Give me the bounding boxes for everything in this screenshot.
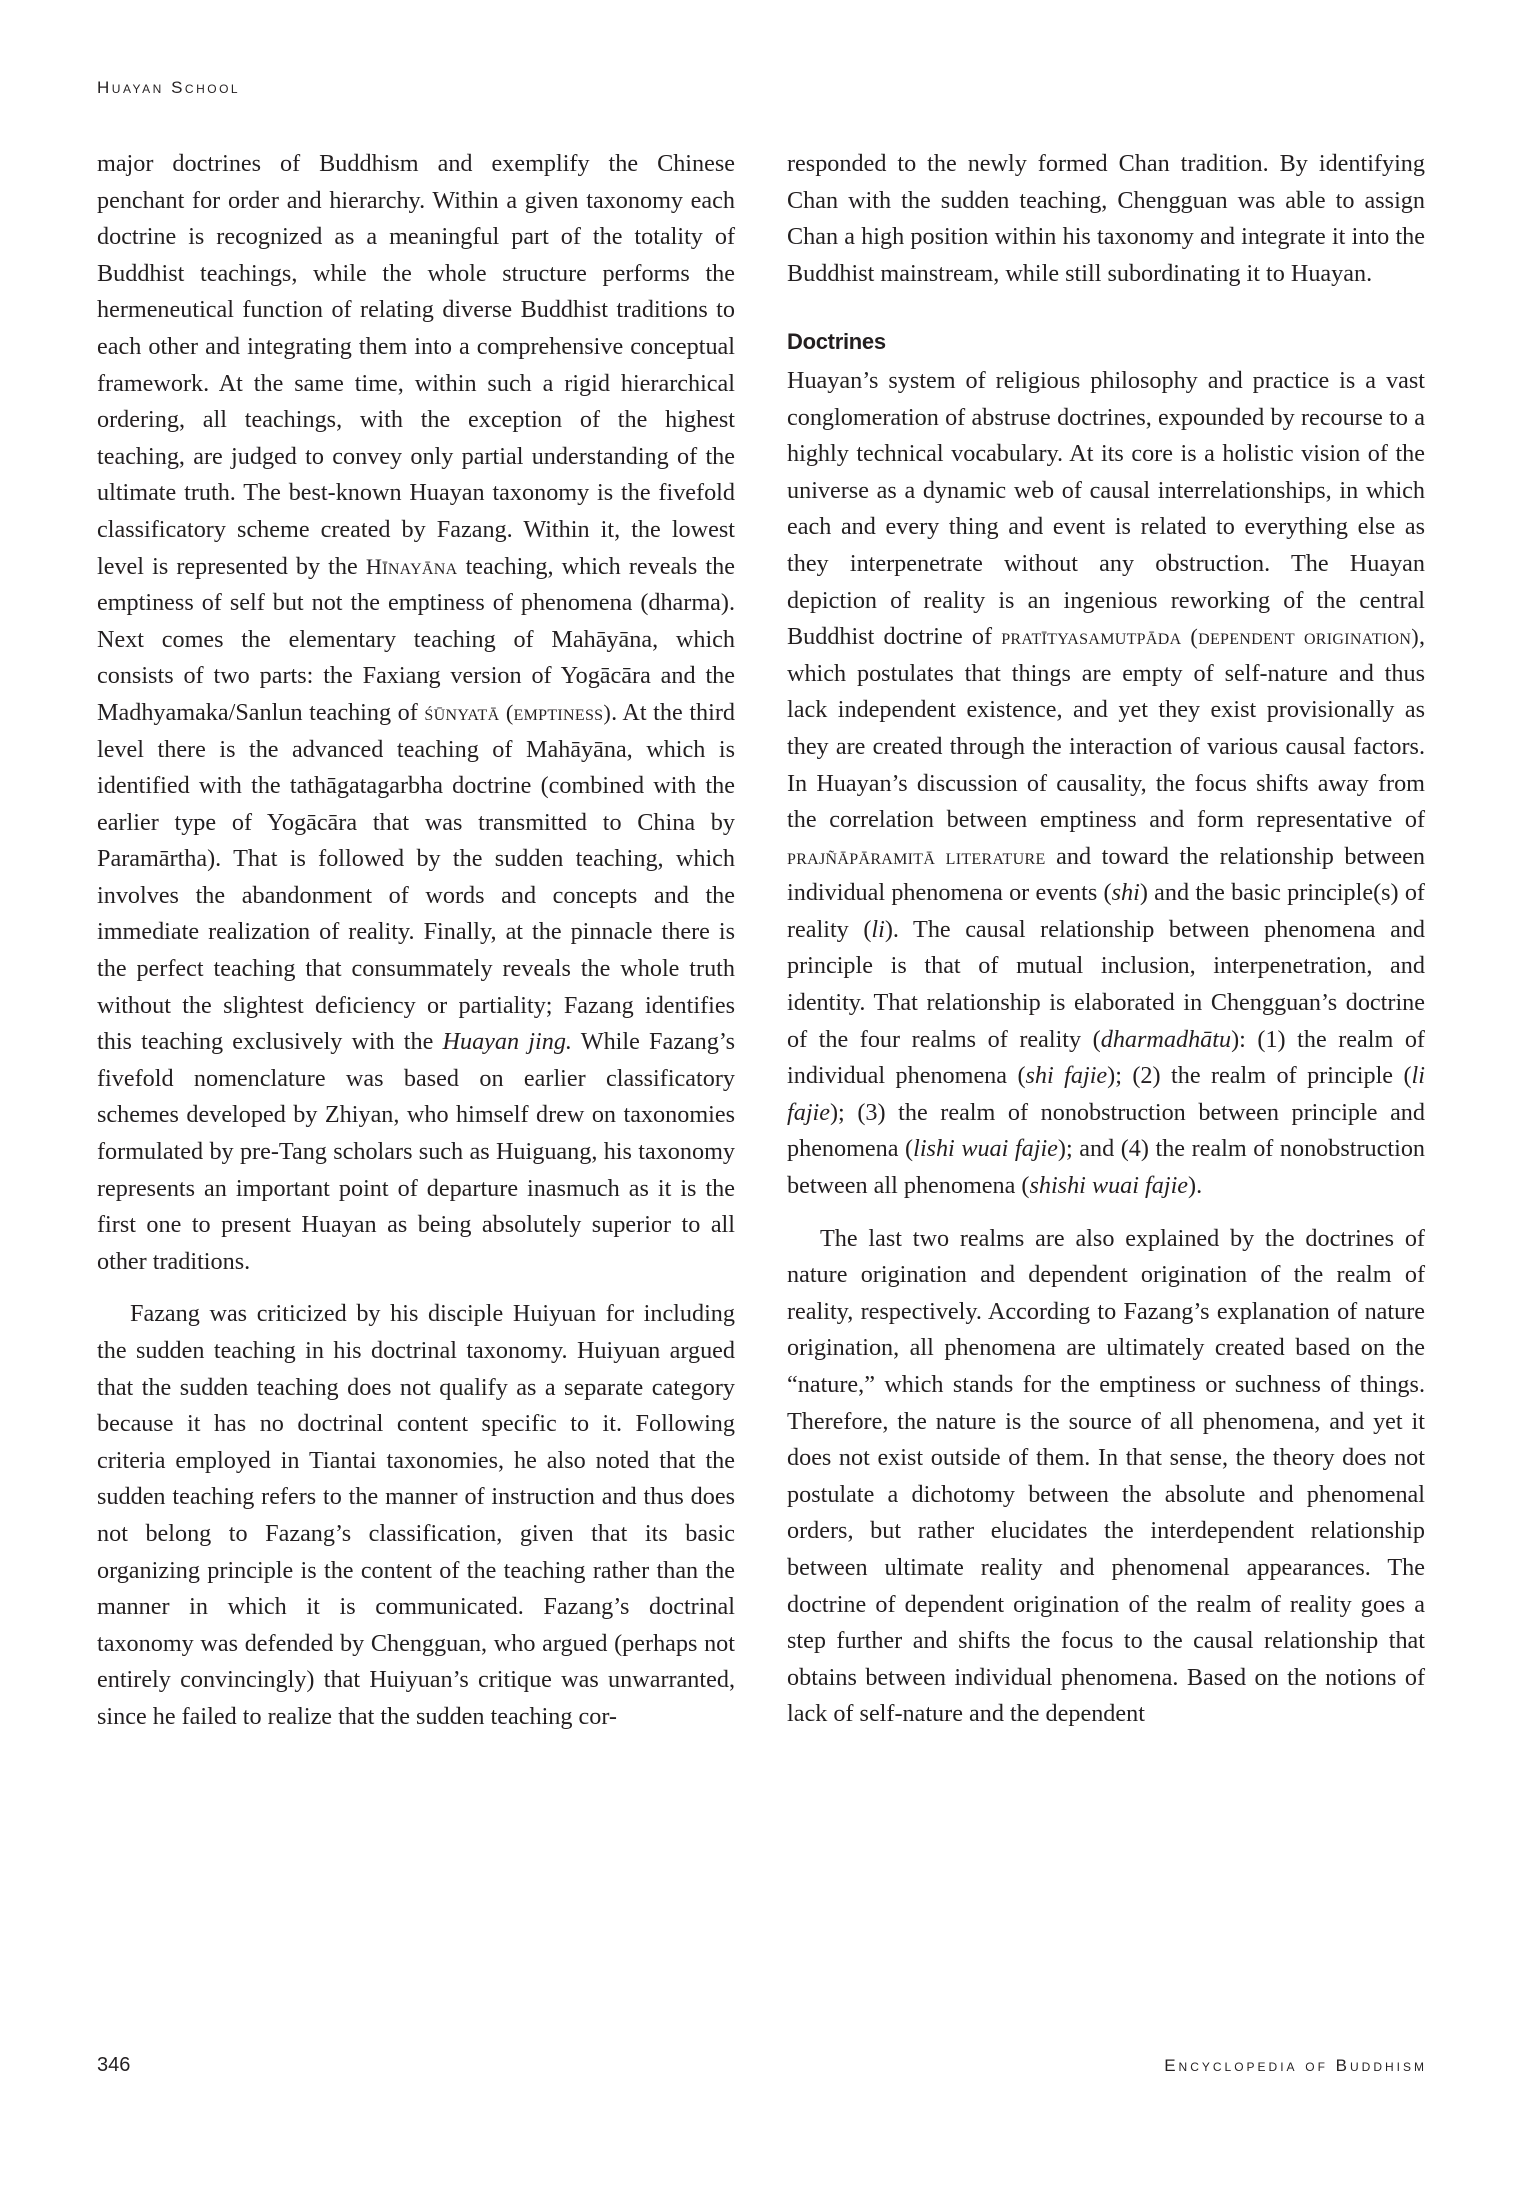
text: ) and the basic principle(s) of reality ( [787,879,1425,943]
page-footer [97,2054,1427,2084]
section-heading: Doctrines [787,329,886,355]
text: ); and (4) the realm of nonobstruction between all phenomena ( [787,1135,1426,1200]
term: shi [1111,879,1140,907]
paragraph: The last two realms are also explained by the doctrines of nature origination and dependent origination of the realm of reality, respectively. According to Fazang’s explanation of nature origination, all phenomena are ultimately created based on the “nature,” which stands for the emptiness or suchness of things. Therefore, the nature is the source of all phenomena, and yet it does not exist outside of them. In that sense, the theory does not postulate a dichotomy between the absolute and phenomenal orders, but rather elucidates the interdependent relationship between ultimate reality and phenomenal appearances. The doctrine of dependent origination of the realm of reality goes a step further and shifts the focus to the causal relationship that obtains between individual phenomena. Based on the notions of lack of self-nature and the dependent [787,1224,1425,1728]
publication-title: Encyclopedia of Buddhism [1164,2056,1427,2075]
term: dharmadhātu [1100,1025,1232,1053]
paragraph: responded to the newly formed Chan tradition. By identifying Chan with the sudden teaching, Chengguan was able to assign Chan a high position within his taxonomy and integrate it into the Buddhist mainstream, while still subordinating it to Huayan. [787,150,1425,287]
left-column [97,146,735,1736]
text: ); (2) the realm of principle ( [1107,1062,1412,1090]
term: li fajie [787,1062,1425,1126]
term: shi fajie [1025,1062,1108,1090]
text: , which postulates that things are empty of self-nature and thus lack independent existence, and yet they exist provisionally as they are created through the interaction of various causal factors. In Huayan’s discussion of causality, the focus shifts away from the correlation between emptiness and form representative of [787,623,1425,834]
paragraph [787,363,1425,1205]
text: ): (1) the realm of individual phenomena ( [787,1025,1425,1090]
text: ); (3) the realm of nonobstruction between principle and phenomena ( [787,1098,1425,1163]
text: and toward the relationship between individual phenomena or events ( [787,842,1425,907]
text: While Fazang’s fivefold nomenclature was based on earlier classificatory schemes developed by Zhiyan, who himself drew on taxonomies formulated by pre-Tang scholars such as Huiguang, his taxonomy represents an important point of departure inasmuch as it is the first one to present Huayan as being absolutely superior to all other traditions. [97,1028,735,1275]
right-column [787,146,1425,1733]
title-huayan-jing: Huayan jing. [442,1028,572,1056]
cross-reference-prajnaparamita[interactable]: prajñāpāramitā literature [787,843,1046,869]
running-head: Huayan School [97,78,241,97]
text: ). The causal relationship between phenomena and principle is that of mutual inclusion, interpenetration, and identity. That relationship is elaborated in Chengguan’s doctrine of the four realms of reality ( [787,915,1426,1053]
paragraph: Fazang was criticized by his disciple Huiyuan for including the sudden teaching in his doctrinal taxonomy. Huiyuan argued that the sudden teaching does not qualify as a separate category because it has no doctrinal content specific to it. Following criteria employed in Tiantai taxonomies, he also noted that the sudden teaching refers to the manner of instruction and thus does not belong to Fazang’s classification, given that its basic organizing principle is the content of the teaching rather than the manner in which it is communicated. Fazang’s doctrinal taxonomy was defended by Chengguan, who argued (perhaps not entirely convincingly) that Huiyuan’s critique was unwarranted, since he failed to realize that the sudden teaching cor- [97,1300,735,1730]
cross-reference-sunyata[interactable]: śūnyatā (emptiness) [424,699,612,725]
term: lishi wuai fajie [913,1135,1058,1163]
text: Huayan’s system of religious philosophy and practice is a vast conglomeration of abstruse doctrines, expounded by recourse to a highly technical vocabulary. At its core is a holistic vision of the universe as a dynamic web of causal interrelationships, in which each and every thing and event is related to everything else as they interpenetrate without any obstruction. The Huayan depiction of reality is an ingenious reworking of the central Buddhist doctrine of [787,366,1425,651]
term: shishi wuai fajie [1029,1172,1189,1200]
paragraph [97,146,735,1280]
cross-reference-pratityasamutpada[interactable]: pratītyasamutpāda (dependent origination) [1001,624,1419,650]
text: ). [1188,1172,1203,1200]
page-number: 346 [97,2054,131,2076]
term: li [871,915,885,943]
text: . At the third level there is the advanced teaching of Mahāyāna, which is identified with the tathāgatagarbha doctrine (combined with the earlier type of Yogācāra that was transmitted to China by Paramārtha). That is followed by the sudden teaching, which involves the abandonment of words and concepts and the immediate realization of reality. Finally, at the pinnacle there is the perfect teaching that consummately reveals the whole truth without the slightest deficiency or partiality; Fazang identifies this teaching exclusively with the [97,698,735,1056]
cross-reference-hinayana[interactable]: Hīnayāna [365,553,458,579]
text: major doctrines of Buddhism and exemplify the Chinese penchant for order and hierarchy. Within a given taxonomy each doctrine is recognized as a meaningful part of the totality of Buddhist teachings, while the whole structure performs the hermeneutical function of relating diverse Buddhist traditions to each other and integrating them into a comprehensive conceptual framework. At the same time, within such a rigid hierarchical ordering, all teachings, with the exception of the highest teaching, are judged to convey only partial understanding of the ultimate truth. The best-known Huayan taxonomy is the fivefold classificatory scheme created by Fazang. Within it, the lowest level is represented by the [97,150,735,580]
text: teaching, which reveals the emptiness of self but not the emptiness of phenomena (dharma). Next comes the elementary teaching of Mahāyāna, which consists of two parts: the Faxiang version of Yogācāra and the Madhyamaka/Sanlun teaching of [97,552,735,726]
